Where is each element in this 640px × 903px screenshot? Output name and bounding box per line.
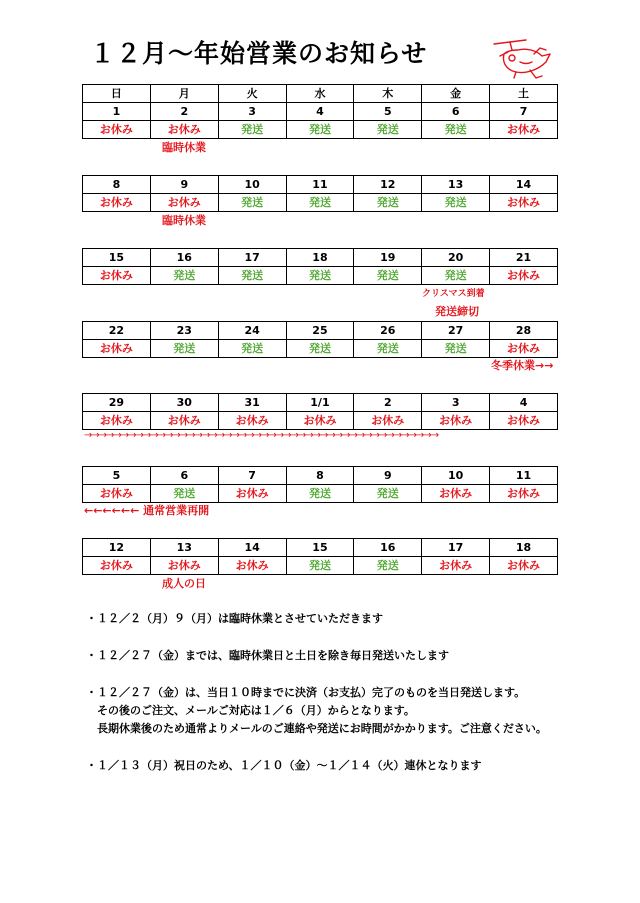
week-7 [82, 538, 558, 575]
week-2 [82, 175, 558, 212]
status-closed: お休み [218, 485, 286, 503]
note-christmas-arrival: クリスマス到着 [422, 289, 485, 299]
airplane-mascot-icon [490, 34, 554, 82]
day-number: 23 [150, 322, 218, 340]
day-number: 13 [422, 176, 490, 194]
week-3 [82, 248, 558, 285]
status-closed: お休み [218, 412, 286, 430]
status-closed: お休み [83, 267, 151, 285]
note-holiday-dec9: 臨時休業 [162, 214, 206, 227]
day-number: 19 [354, 249, 422, 267]
notice-3-line3: 長期休業後のため通常よりメールのご連絡や発送にお時間がかかります。ご注意ください。 [86, 722, 547, 735]
day-number: 13 [150, 539, 218, 557]
day-number: 21 [490, 249, 558, 267]
day-number: 10 [422, 467, 490, 485]
day-number: 17 [218, 249, 286, 267]
day-number: 12 [354, 176, 422, 194]
day-number: 27 [422, 322, 490, 340]
day-number: 18 [286, 249, 354, 267]
week-5 [82, 393, 558, 430]
day-number: 16 [150, 249, 218, 267]
status-shipping: 発送 [286, 485, 354, 503]
day-number: 6 [422, 103, 490, 121]
day-number: 1/1 [286, 394, 354, 412]
note-coming-of-age-day: 成人の日 [162, 577, 206, 590]
status-closed: お休み [354, 412, 422, 430]
day-number: 30 [150, 394, 218, 412]
status-shipping: 発送 [354, 267, 422, 285]
notice-1: ・１２／２（月）９（月）は臨時休業とさせていただきます [86, 612, 383, 625]
day-number: 8 [286, 467, 354, 485]
status-shipping: 発送 [150, 267, 218, 285]
day-number: 11 [490, 467, 558, 485]
day-number: 3 [422, 394, 490, 412]
status-closed: お休み [83, 557, 151, 575]
status-closed: お休み [218, 557, 286, 575]
status-closed: お休み [83, 340, 151, 358]
status-closed: お休み [490, 121, 558, 139]
status-shipping: 発送 [354, 485, 422, 503]
day-number: 15 [83, 249, 151, 267]
status-closed: お休み [286, 412, 354, 430]
day-number: 16 [354, 539, 422, 557]
status-closed: お休み [490, 557, 558, 575]
day-number: 14 [490, 176, 558, 194]
week-6 [82, 466, 558, 503]
week-4 [82, 321, 558, 358]
status-shipping: 発送 [218, 267, 286, 285]
status-shipping: 発送 [286, 267, 354, 285]
day-number: 9 [150, 176, 218, 194]
status-shipping: 発送 [354, 340, 422, 358]
day-number: 24 [218, 322, 286, 340]
status-shipping: 発送 [218, 194, 286, 212]
day-number: 15 [286, 539, 354, 557]
day-number: 5 [83, 467, 151, 485]
weekday-5: 金 [422, 85, 490, 103]
status-closed: お休み [83, 485, 151, 503]
day-number: 14 [218, 539, 286, 557]
day-number: 4 [286, 103, 354, 121]
notice-3-line1: ・１２／２７（金）は、当日１０時までに決済（お支払）完了のものを当日発送します。 [86, 686, 526, 699]
weekday-3: 水 [286, 85, 354, 103]
weekday-header [82, 84, 558, 103]
day-number: 9 [354, 467, 422, 485]
status-closed: お休み [150, 121, 218, 139]
status-shipping: 発送 [150, 485, 218, 503]
status-closed: お休み [422, 412, 490, 430]
weekday-6: 土 [490, 85, 558, 103]
status-closed: お休み [490, 485, 558, 503]
status-closed: お休み [83, 412, 151, 430]
day-number: 6 [150, 467, 218, 485]
day-number: 22 [83, 322, 151, 340]
status-shipping: 発送 [286, 121, 354, 139]
status-closed: お休み [490, 412, 558, 430]
status-shipping: 発送 [422, 121, 490, 139]
status-closed: お休み [422, 485, 490, 503]
status-shipping: 発送 [354, 121, 422, 139]
day-number: 26 [354, 322, 422, 340]
status-shipping: 発送 [354, 557, 422, 575]
status-closed: お休み [490, 267, 558, 285]
status-shipping: 発送 [218, 340, 286, 358]
day-number: 3 [218, 103, 286, 121]
weekday-2: 火 [218, 85, 286, 103]
notice-4: ・１／１３（月）祝日のため、１／１０（金）～１／１４（火）連休となります [86, 759, 482, 772]
status-shipping: 発送 [286, 194, 354, 212]
status-closed: お休み [83, 121, 151, 139]
status-shipping: 発送 [150, 340, 218, 358]
note-shipping-deadline: 発送締切 [435, 305, 479, 318]
day-number: 11 [286, 176, 354, 194]
status-closed: お休み [490, 340, 558, 358]
weekday-1: 月 [150, 85, 218, 103]
weekday-4: 木 [354, 85, 422, 103]
status-shipping: 発送 [286, 557, 354, 575]
day-number: 25 [286, 322, 354, 340]
day-number: 4 [490, 394, 558, 412]
day-number: 28 [490, 322, 558, 340]
day-number: 7 [490, 103, 558, 121]
day-number: 2 [354, 394, 422, 412]
day-number: 10 [218, 176, 286, 194]
day-number: 29 [83, 394, 151, 412]
page-title: １２月～年始営業のお知らせ [90, 39, 428, 68]
day-number: 12 [83, 539, 151, 557]
status-closed: お休み [150, 557, 218, 575]
holiday-arrow-line: →→→→→→→→→→→→→→→→→→→→→→→→→→→→→→→→→→→→→→→→→→→→→→→→ [84, 430, 439, 441]
status-closed: お休み [422, 557, 490, 575]
status-shipping: 発送 [354, 194, 422, 212]
status-shipping: 発送 [218, 121, 286, 139]
day-number: 31 [218, 394, 286, 412]
day-number: 5 [354, 103, 422, 121]
day-number: 1 [83, 103, 151, 121]
day-number: 8 [83, 176, 151, 194]
day-number: 7 [218, 467, 286, 485]
day-number: 2 [150, 103, 218, 121]
status-shipping: 発送 [422, 267, 490, 285]
status-closed: お休み [83, 194, 151, 212]
notice-2: ・１２／２７（金）までは、臨時休業日と土日を除き毎日発送いたします [86, 649, 449, 662]
status-closed: お休み [150, 412, 218, 430]
day-number: 20 [422, 249, 490, 267]
weekday-0: 日 [83, 85, 151, 103]
note-winter-holiday: 冬季休業→→ [491, 359, 554, 372]
notice-3-line2: その後のご注文、メールご対応は１／６（月）からとなります。 [86, 704, 415, 717]
status-shipping: 発送 [422, 194, 490, 212]
status-closed: お休み [150, 194, 218, 212]
day-number: 17 [422, 539, 490, 557]
status-closed: お休み [490, 194, 558, 212]
week-1 [82, 102, 558, 139]
note-business-resumes: ←←←←←← 通常営業再開 [84, 504, 210, 517]
status-shipping: 発送 [422, 340, 490, 358]
note-holiday-dec2: 臨時休業 [162, 141, 206, 154]
status-shipping: 発送 [286, 340, 354, 358]
day-number: 18 [490, 539, 558, 557]
